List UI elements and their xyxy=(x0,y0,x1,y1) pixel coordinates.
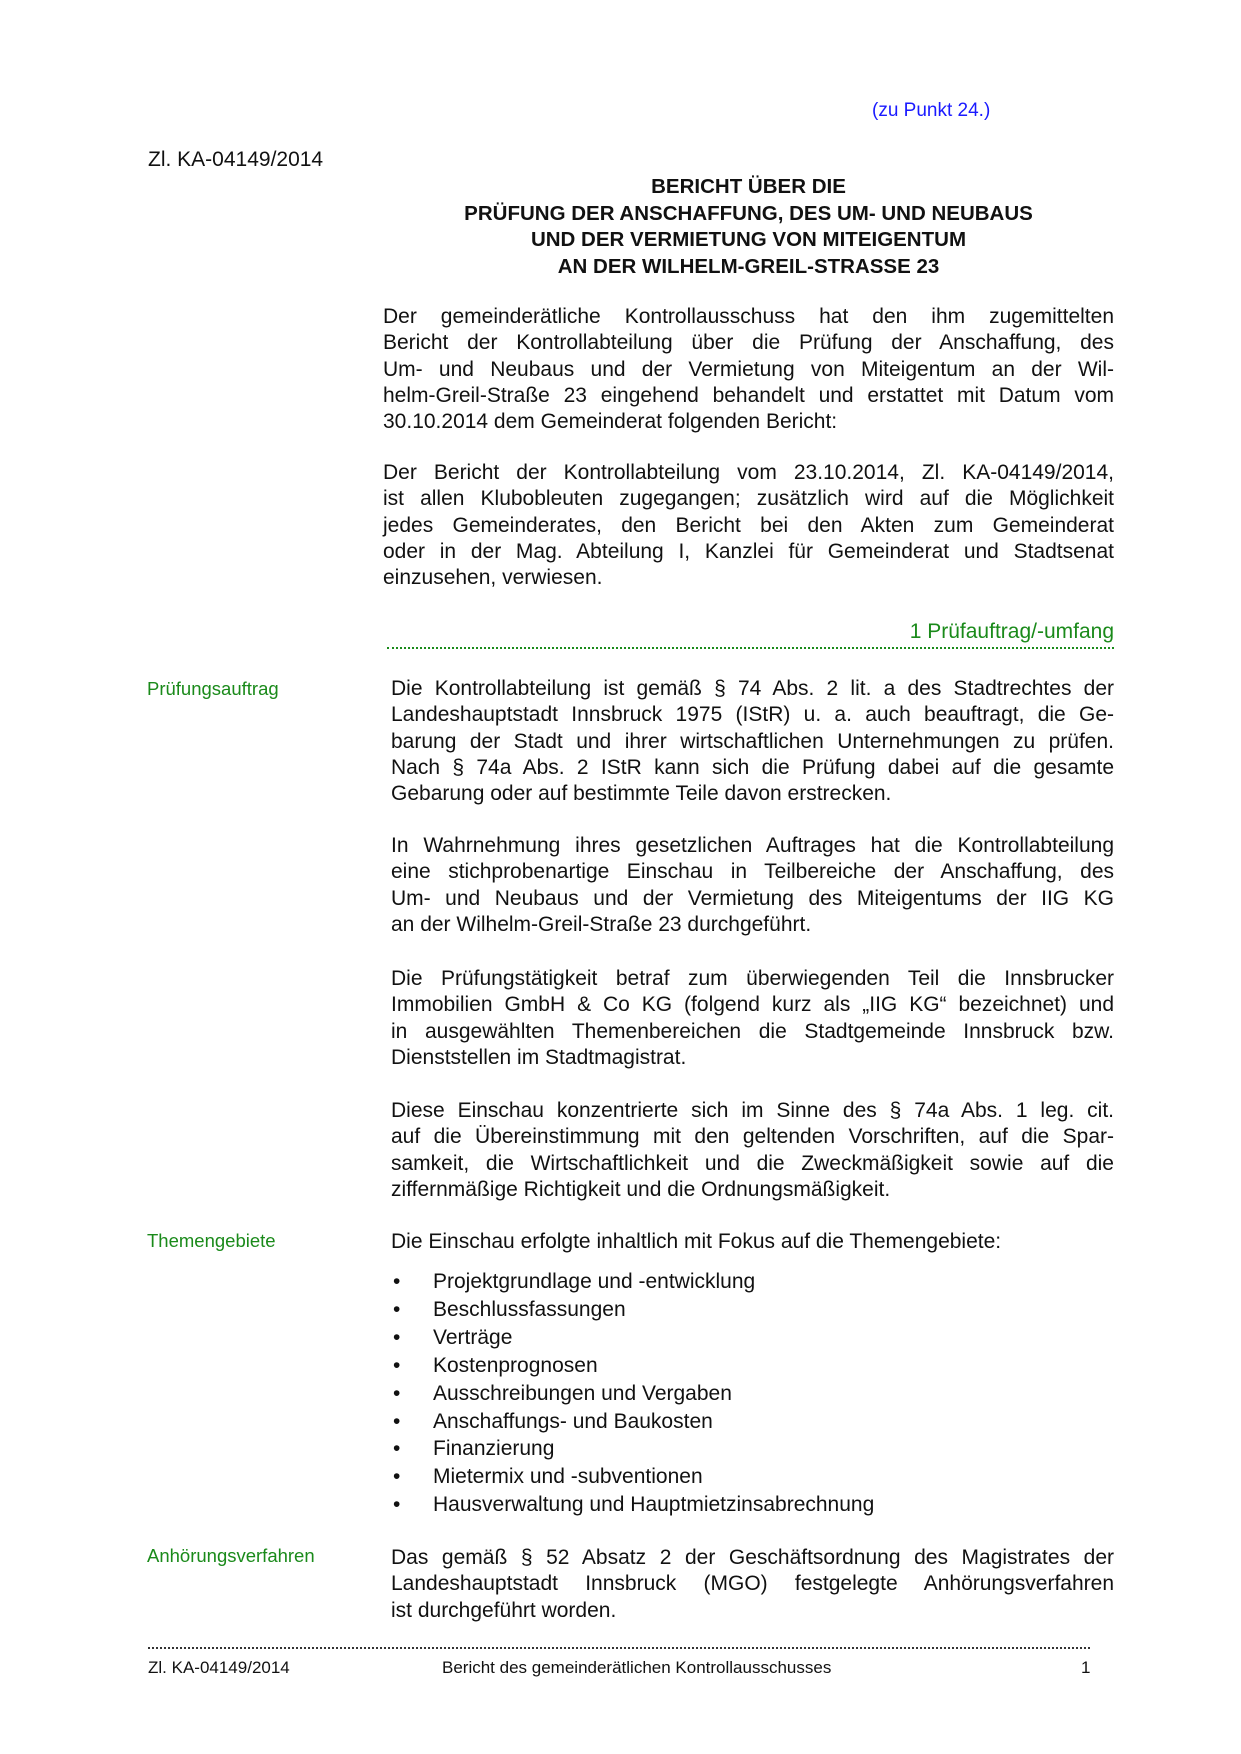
title-line: UND DER VERMIETUNG VON MITEIGENTUM xyxy=(530,228,967,251)
text-line: ist durchgeführt worden. xyxy=(391,1598,617,1622)
list-item-label: Anschaffungs- und Baukosten xyxy=(433,1409,713,1433)
list-item-label: Mietermix und -subventionen xyxy=(433,1465,703,1489)
text-line: Die Prüfungstätigkeit betraf zum überwiegenden Teil die Innsbrucker xyxy=(391,967,1114,990)
text-line: samkeit, die Wirtschaftlichkeit und die Zweckmäßigkeit sowie auf die xyxy=(391,1151,1114,1175)
text-line: ziffernmäßige Richtigkeit und die Ordnungsmäßigkeit. xyxy=(391,1177,891,1201)
report-title xyxy=(383,174,1114,280)
topics-list xyxy=(391,1268,874,1519)
text-line: Die Einschau erfolgte inhaltlich mit Fokus auf die Themengebiete: xyxy=(391,1230,1002,1253)
list-item-label: Verträge xyxy=(433,1325,513,1349)
text-line: Um- und Neubaus und der Vermietung von Miteigentum an der Wil- xyxy=(383,357,1114,381)
body-paragraph xyxy=(391,966,1114,1071)
text-line: auf die Übereinstimmung mit den geltenden Vorschriften, auf die Spar- xyxy=(391,1125,1114,1149)
text-line: helm-Greil-Straße 23 eingehend behandelt und erstattet mit Datum vom xyxy=(383,383,1114,407)
text-line: in ausgewählten Themenbereichen die Stadtgemeinde Innsbruck bzw. xyxy=(391,1019,1114,1043)
title-line: PRÜFUNG DER ANSCHAFFUNG, DES UM- UND NEUBAUS xyxy=(464,201,1033,225)
text-line: ist allen Klubobleuten zugegangen; zusätzlich wird auf die Möglichkeit xyxy=(383,487,1114,511)
body-paragraph xyxy=(391,676,1114,807)
bullet-icon: • xyxy=(393,1437,401,1461)
side-label-themengebiete: Themengebiete xyxy=(147,1230,276,1251)
text-line: Bericht der Kontrollabteilung über die Prüfung der Anschaffung, des xyxy=(383,331,1114,355)
text-line: einzusehen, verwiesen. xyxy=(383,566,603,590)
text-line: Landeshauptstadt Innsbruck 1975 (IStR) u. a. auch beauftragt, die Ge- xyxy=(391,703,1114,727)
list-item-label: Projektgrundlage und -entwicklung xyxy=(433,1270,756,1293)
title-line: BERICHT ÜBER DIE xyxy=(651,175,846,198)
list-item xyxy=(391,1380,874,1408)
body-paragraph xyxy=(391,1545,1114,1624)
text-line: oder in der Mag. Abteilung I, Kanzlei für Gemeinderat und Stadtsenat xyxy=(383,539,1114,563)
body-paragraph xyxy=(391,833,1114,938)
list-item-label: Hausverwaltung und Hauptmietzinsabrechnung xyxy=(433,1493,875,1517)
list-item xyxy=(391,1435,874,1463)
section-heading: 1 Prüfauftrag/-umfang xyxy=(909,620,1114,643)
title-line: AN DER WILHELM-GREIL-STRASSE 23 xyxy=(557,254,940,278)
bullet-icon: • xyxy=(393,1270,401,1293)
text-line: Landeshauptstadt Innsbruck (MGO) festgelegte Anhörungsverfahren xyxy=(391,1572,1114,1596)
body-paragraph xyxy=(391,1229,1114,1255)
text-line: barung der Stadt und ihrer wirtschaftlichen Unternehmungen zu prüfen. xyxy=(391,729,1114,753)
text-line: Gebarung oder auf bestimmte Teile davon erstrecken. xyxy=(391,782,892,806)
list-item xyxy=(391,1268,874,1296)
text-line: an der Wilhelm-Greil-Straße 23 durchgeführt. xyxy=(391,912,812,936)
list-item xyxy=(391,1408,874,1436)
agenda-reference: (zu Punkt 24.) xyxy=(872,100,991,121)
bullet-icon: • xyxy=(393,1381,401,1405)
section-divider xyxy=(387,647,1114,649)
text-line: Diese Einschau konzentrierte sich im Sinne des § 74a Abs. 1 leg. cit. xyxy=(391,1099,1114,1122)
list-item xyxy=(391,1324,874,1352)
document-number: Zl. KA-04149/2014 xyxy=(148,148,324,171)
text-line: Dienststellen im Stadtmagistrat. xyxy=(391,1045,687,1069)
list-item-label: Ausschreibungen und Vergaben xyxy=(433,1381,732,1405)
text-line: Der gemeinderätliche Kontrollausschuss hat den ihm zugemittelten xyxy=(383,305,1114,328)
page-number: 1 xyxy=(1081,1658,1091,1677)
bullet-icon: • xyxy=(393,1297,401,1321)
list-item xyxy=(391,1463,874,1491)
footer-title: Bericht des gemeinderätlichen Kontrollausschusses xyxy=(442,1658,832,1677)
bullet-icon: • xyxy=(393,1353,401,1377)
side-label-pruefungsauftrag: Prüfungsauftrag xyxy=(147,678,279,699)
text-line: eine stichprobenartige Einschau in Teilbereiche der Anschaffung, des xyxy=(391,860,1114,884)
list-item-label: Kostenprognosen xyxy=(433,1353,598,1377)
list-item-label: Finanzierung xyxy=(433,1437,555,1461)
intro-paragraph xyxy=(383,460,1114,591)
bullet-icon: • xyxy=(393,1409,401,1433)
text-line: jedes Gemeinderates, den Bericht bei den Akten zum Gemeinderat xyxy=(383,513,1114,537)
text-line: Nach § 74a Abs. 2 IStR kann sich die Prüfung dabei auf die gesamte xyxy=(391,755,1114,779)
footer-divider xyxy=(148,1647,1090,1649)
text-line: Immobilien GmbH & Co KG (folgend kurz als „IIG KG“ bezeichnet) und xyxy=(391,993,1114,1017)
text-line: Der Bericht der Kontrollabteilung vom 23.10.2014, Zl. KA-04149/2014, xyxy=(383,461,1114,484)
text-line: Das gemäß § 52 Absatz 2 der Geschäftsordnung des Magistrates der xyxy=(391,1546,1114,1569)
text-line: In Wahrnehmung ihres gesetzlichen Auftrages hat die Kontrollabteilung xyxy=(391,834,1114,857)
bullet-icon: • xyxy=(393,1465,401,1489)
body-paragraph xyxy=(391,1098,1114,1203)
intro-paragraph xyxy=(383,304,1114,435)
bullet-icon: • xyxy=(393,1325,401,1349)
text-line: Die Kontrollabteilung ist gemäß § 74 Abs. 2 lit. a des Stadtrechtes der xyxy=(391,677,1114,700)
text-line: Um- und Neubaus und der Vermietung des Miteigentums der IIG KG xyxy=(391,886,1114,910)
text-line: 30.10.2014 dem Gemeinderat folgenden Bericht: xyxy=(383,410,838,434)
bullet-icon: • xyxy=(393,1493,401,1517)
list-item-label: Beschlussfassungen xyxy=(433,1297,626,1321)
list-item xyxy=(391,1296,874,1324)
side-label-anhoerungsverfahren: Anhörungsverfahren xyxy=(147,1545,315,1566)
list-item xyxy=(391,1491,874,1519)
footer-document-number: Zl. KA-04149/2014 xyxy=(148,1658,290,1677)
list-item xyxy=(391,1352,874,1380)
